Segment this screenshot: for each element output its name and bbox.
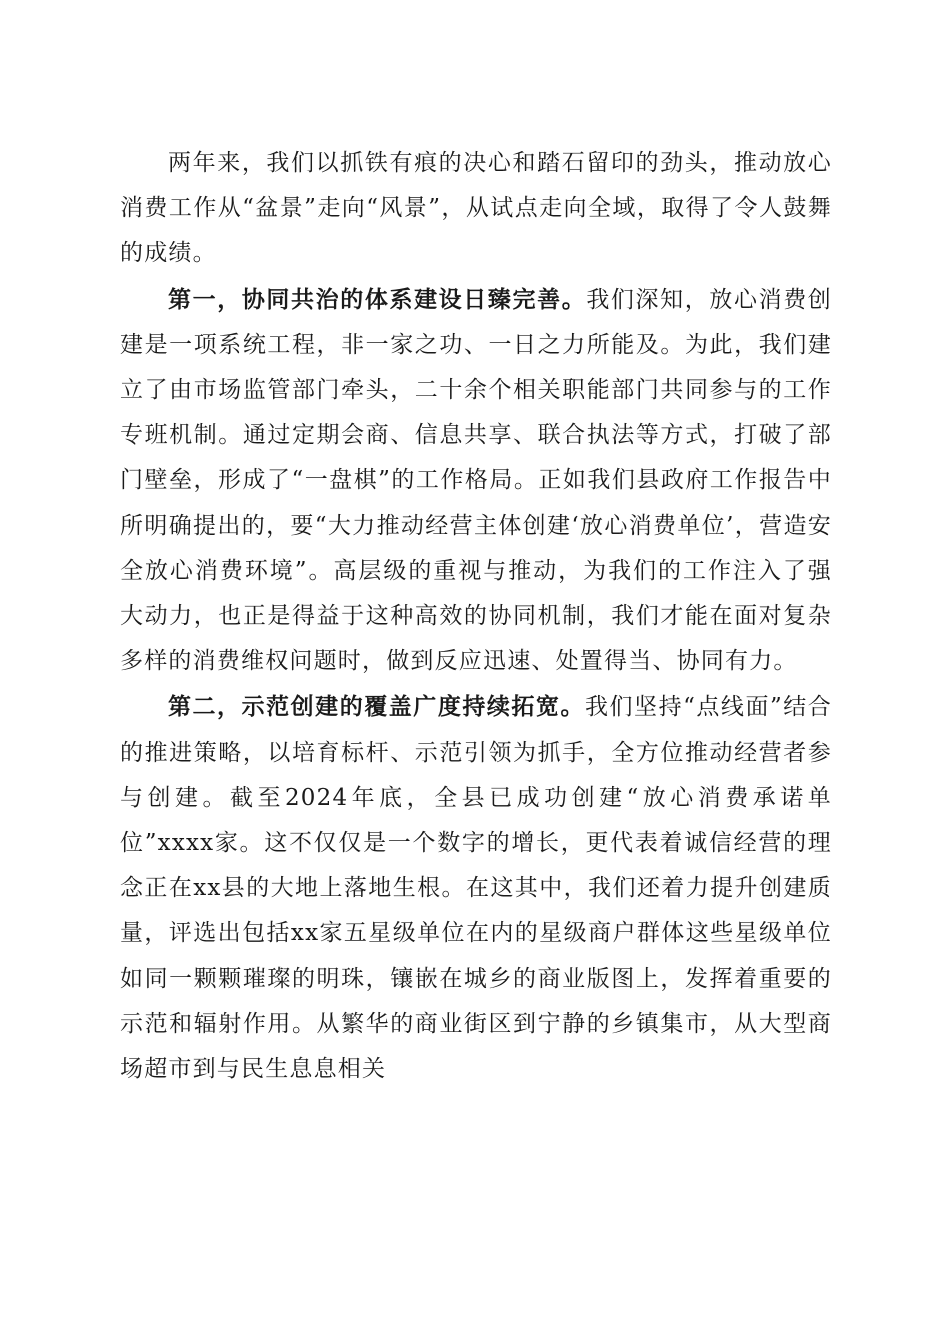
paragraph-first-point <box>120 277 832 685</box>
paragraph-second-point <box>120 684 832 1092</box>
paragraph-intro <box>120 140 832 277</box>
paragraph-lead: 第二，示范创建的覆盖广度持续拓宽。 <box>168 693 585 721</box>
paragraph-lead: 第一，协同共治的体系建设日臻完善。 <box>168 285 587 313</box>
paragraph-text: 两年来，我们以抓铁有痕的决心和踏石留印的劲头，推动放心消费工作从“盆景”走向“风景”，从试点走向全域，取得了令人鼓舞的成绩。 <box>120 150 832 267</box>
document-body <box>120 140 832 1092</box>
paragraph-text: 我们坚持“点线面”结合的推进策略，以培育标杆、示范引领为抓手，全方位推动经营者参与创建。截至2024年底，全县已成功创建“放心消费承诺单位”xxxx家。这不仅仅是一个数字的增长，更代表着诚信经营的理念正在xx县的大地上落地生根。在这其中，我们还着力提升创建质量，评选出包括xx家五星级单位在内的星级商户群体这些星级单位如同一颗颗璀璨的明珠，镶嵌在城乡的商业版图上，发挥着重要的示范和辐射作用。从繁华的商业街区到宁静的乡镇集市，从大型商场超市到与民生息息相关 <box>120 694 833 1083</box>
paragraph-text: 我们深知，放心消费创建是一项系统工程，非一家之功、一日之力所能及。为此，我们建立了由市场监管部门牵头，二十余个相关职能部门共同参与的工作专班机制。通过定期会商、信息共享、联合执法等方式，打破了部门壁垒，形成了“一盘棋”的工作格局。正如我们县政府工作报告中所明确提出的，要“大力推动经营主体创建‘放心消费单位’，营造安全放心消费环境”。高层级的重视与推动，为我们的工作注入了强大动力，也正是得益于这种高效的协同机制，我们才能在面对复杂多样的消费维权问题时，做到反应迅速、处置得当、协同有力。 <box>120 286 832 675</box>
